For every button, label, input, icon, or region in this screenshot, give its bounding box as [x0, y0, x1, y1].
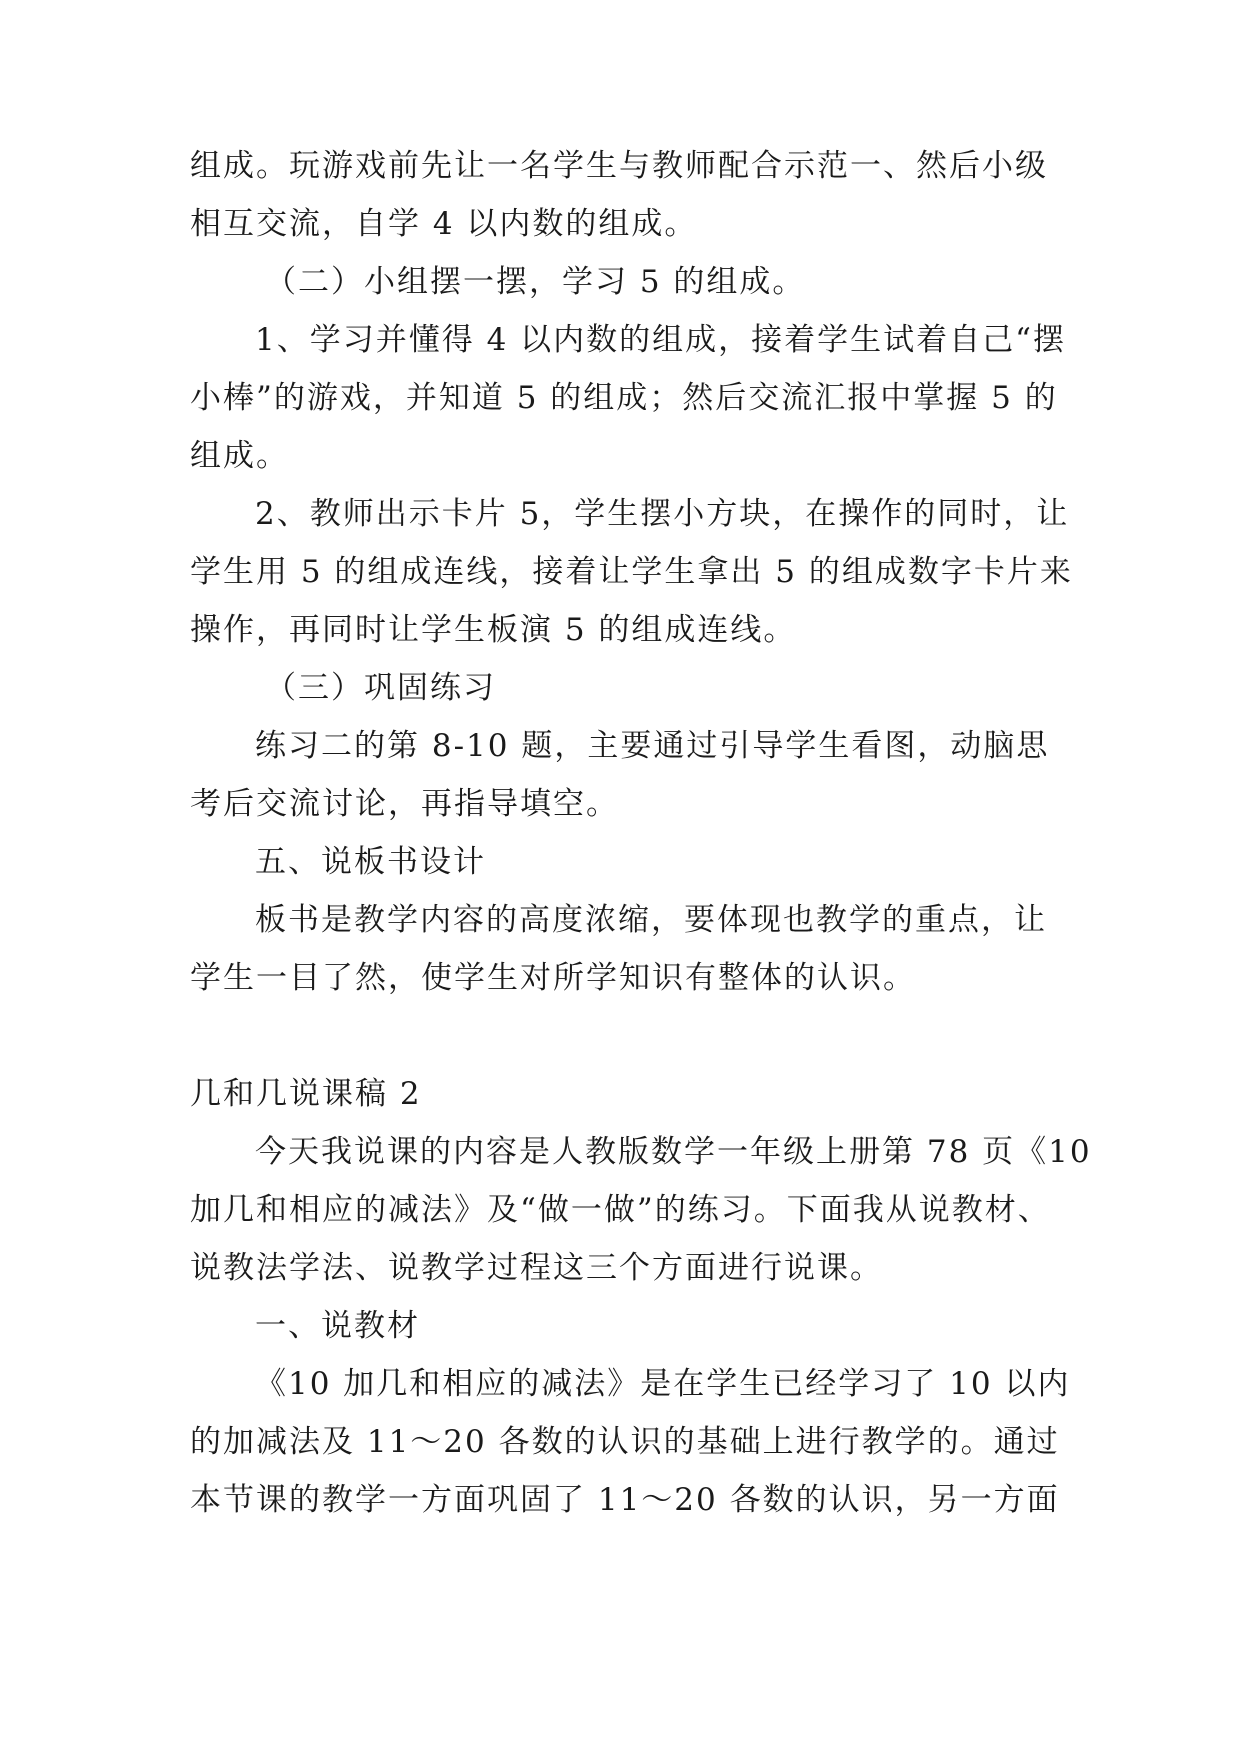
- text-line: 组成。玩游戏前先让一名学生与教师配合示范一、然后小级: [190, 148, 1048, 184]
- text-line: 2、教师出示卡片 5，学生摆小方块，在操作的同时，让: [255, 496, 1070, 532]
- text-line: 小棒”的游戏，并知道 5 的组成；然后交流汇报中掌握 5 的: [190, 380, 1058, 416]
- text-line: 组成。: [190, 438, 289, 474]
- text-line: 1、学习并懂得 4 以内数的组成，接着学生试着自己“摆: [255, 322, 1067, 358]
- section-heading: （二）小组摆一摆，学习 5 的组成。: [265, 264, 806, 300]
- text-line: 学生用 5 的组成连线，接着让学生拿出 5 的组成数字卡片来: [190, 554, 1073, 590]
- section-heading: 一、说教材: [255, 1308, 420, 1344]
- text-line: 板书是教学内容的高度浓缩，要体现也教学的重点，让: [255, 902, 1047, 938]
- text-line: 本节课的教学一方面巩固了 11～20 各数的认识，另一方面: [190, 1482, 1060, 1518]
- document-title: 几和几说课稿 2: [190, 1076, 422, 1112]
- text-line: 考后交流讨论，再指导填空。: [190, 786, 619, 822]
- text-line: 练习二的第 8-10 题，主要通过引导学生看图，动脑思: [255, 728, 1050, 764]
- text-line: 操作，再同时让学生板演 5 的组成连线。: [190, 612, 797, 648]
- section-heading: （三）巩固练习: [265, 670, 496, 706]
- text-line: 《10 加几和相应的减法》是在学生已经学习了 10 以内: [255, 1366, 1071, 1402]
- text-line: 相互交流，自学 4 以内数的组成。: [190, 206, 698, 242]
- section-heading: 五、说板书设计: [255, 844, 486, 880]
- text-line: 说教法学法、说教学过程这三个方面进行说课。: [190, 1250, 883, 1286]
- text-line: 学生一目了然，使学生对所学知识有整体的认识。: [190, 960, 916, 996]
- text-line: 加几和相应的减法》及“做一做”的练习。下面我从说教材、: [190, 1192, 1051, 1228]
- text-line: 今天我说课的内容是人教版数学一年级上册第 78 页《10: [255, 1134, 1092, 1170]
- text-line: 的加减法及 11～20 各数的认识的基础上进行教学的。通过: [190, 1424, 1060, 1460]
